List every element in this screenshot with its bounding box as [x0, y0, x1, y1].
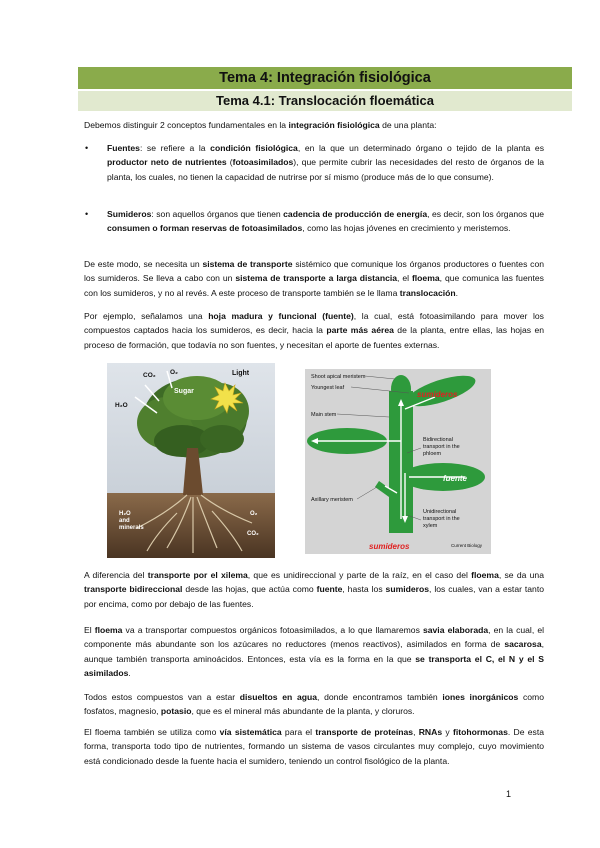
- phloem-transport-diagram: [305, 369, 491, 554]
- bullet-icon: •: [85, 209, 89, 219]
- bullet-sumideros: Sumideros: son aquellos órganos que tienen cadencia de producción de energía, es decir, son los órganos que consumen o forman reservas de fotoasimilados, como las hojas jóvenes en crecimiento y meristemos.: [107, 209, 544, 234]
- figure-credit: Current Biology: [451, 543, 483, 548]
- tree-illustration: [107, 363, 275, 558]
- sugar-label: Sugar: [174, 388, 194, 395]
- main-stem-label: Main stem: [311, 412, 337, 418]
- intro-paragraph: Debemos distinguir 2 conceptos fundamentales en la integración fisiológica de una planta:: [84, 120, 437, 130]
- h2o-minerals-label: H₂O: [119, 511, 131, 517]
- unidirectional-label: transport in the: [423, 516, 460, 522]
- o2-bottom-label: O₂: [250, 511, 258, 517]
- paragraph-transporte: De este modo, se necesita un sistema de transporte sistémico que comunique los órganos productores o fuentes con los sumideros. Se lleva a cabo con un sistema de transporte a larga distancia, el floema, que comunica las fuentes con los sumideros, y no al revés. A este proceso de transporte también se le llama translocación.: [84, 259, 545, 298]
- page-subtitle: Tema 4.1: Translocación floemática: [78, 91, 572, 111]
- shoot-apical-label: Shoot apical meristem: [311, 374, 366, 380]
- bullet-icon: •: [85, 143, 89, 153]
- page-number: 1: [506, 789, 512, 799]
- bullet-fuentes: Fuentes: se refiere a la condición fisiológica, en la que un determinado órgano o tejido de la planta es productor neto de nutrientes (fotoasimilados), que permite cubrir las necesidades del resto de órganos de la planta, los cuales, no tienen la capacidad de nutrirse por sí mismo (produce más de lo que consume).: [107, 143, 545, 182]
- bidirectional-label: Bidirectional: [423, 437, 453, 443]
- co2-bottom-label: CO₂: [247, 531, 259, 537]
- paragraph-compuestos: Todos estos compuestos van a estar disueltos en agua, donde encontramos también iones inorgánicos como fosfatos, magnesio, potasio, que es el mineral más abundante de la planta, y cloruros.: [84, 692, 544, 717]
- bidirectional-label: transport in the: [423, 444, 460, 450]
- sumideros-bottom-label: sumideros: [369, 542, 410, 551]
- unidirectional-label: xylem: [423, 523, 438, 529]
- fuente-label: fuente: [443, 474, 467, 483]
- axillary-meristem-label: Axillary meristem: [311, 497, 353, 503]
- unidirectional-label: Unidirectional: [423, 509, 457, 515]
- h2o-minerals-label: and: [119, 518, 130, 524]
- o2-label: O₂: [170, 369, 178, 376]
- h2o-label: H₂O: [115, 402, 128, 409]
- paragraph-via: El floema también se utiliza como vía sistemática para el transporte de proteínas, RNAs y fitohormonas. De esta forma, transporta todo tipo de nutrientes, formando un sistema de vasos circulantes muy complejo, cuyo movimiento está condicionado desde la fuente hacia el sumidero, teniendo un control fisológico de la planta.: [84, 727, 544, 766]
- paragraph-xilema: A diferencia del transporte por el xilema, que es unidireccional y parte de la raíz, en el caso del floema, se da una transporte bidireccional desde las hojas, que actúa como fuente, hasta los sumideros, los cuales, van a estar tanto por encima, como por debajo de las fuentes.: [84, 570, 544, 609]
- co2-label: CO₂: [143, 372, 156, 379]
- h2o-minerals-label: minerals: [119, 525, 144, 531]
- paragraph-ejemplo: Por ejemplo, señalamos una hoja madura y funcional (fuente), la cual, está fotoasimilando para mover los compuestos captados hacia los sumideros, es decir, hacia la parte más aérea de la planta, entre ellas, las hojas en proceso de formación, que todavía no son fuentes, y necesitan el aporte de fuentes externas.: [84, 311, 545, 350]
- page-title: Tema 4: Integración fisiológica: [78, 67, 572, 89]
- light-label: Light: [232, 370, 250, 377]
- youngest-leaf-label: Youngest leaf: [311, 385, 345, 391]
- bidirectional-label: phloem: [423, 451, 442, 457]
- paragraph-floema: El floema va a transportar compuestos orgánicos fotoasimilados, a lo que llamaremos savia elaborada, en la cual, el componente más abundante son los azúcares no reductores (menos reactivos), asimilados en forma de sacarosa, aunque también transporta aminoácidos. Entonces, esta vía es la forma en la que se transporta el C, el N y el S asimilados.: [84, 625, 545, 679]
- sumideros-top-label: sumideros: [417, 390, 458, 399]
